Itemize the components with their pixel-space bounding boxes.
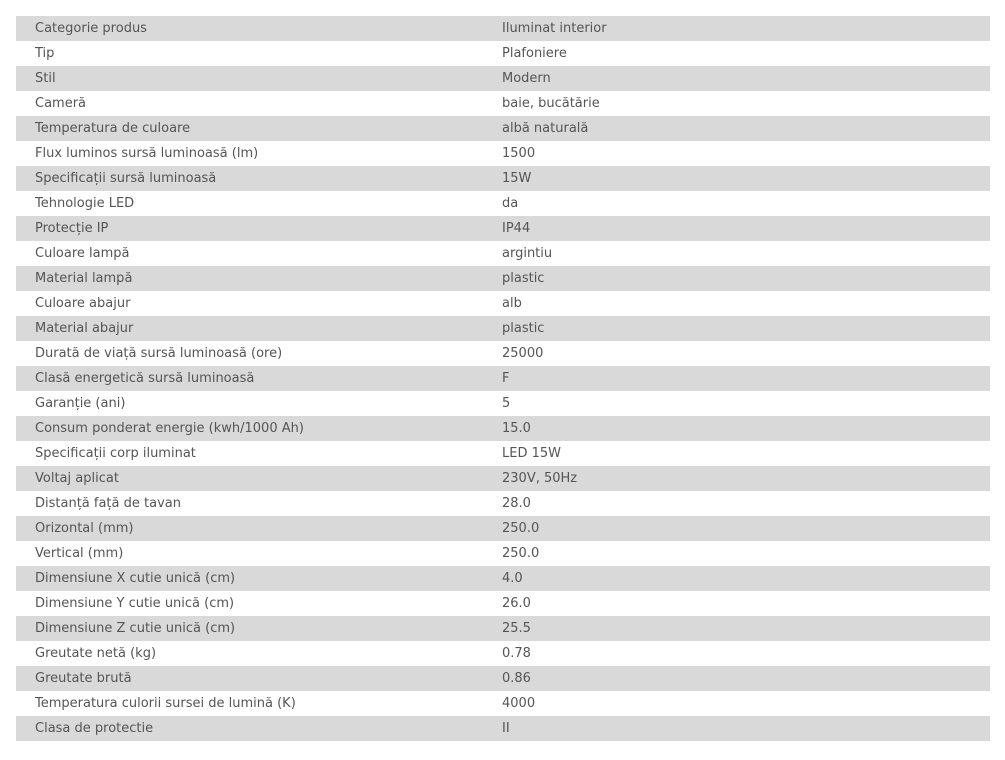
spec-row <box>16 91 990 116</box>
spec-value: 26.0 <box>502 591 990 616</box>
spec-label: Culoare lampă <box>16 241 502 266</box>
spec-value: 5 <box>502 391 990 416</box>
spec-label: Material lampă <box>16 266 502 291</box>
spec-value: argintiu <box>502 241 990 266</box>
spec-value: 1500 <box>502 141 990 166</box>
spec-label: Material abajur <box>16 316 502 341</box>
spec-value: 0.86 <box>502 666 990 691</box>
spec-label: Tehnologie LED <box>16 191 502 216</box>
spec-label: Cameră <box>16 91 502 116</box>
spec-value: plastic <box>502 266 990 291</box>
spec-label: Greutate netă (kg) <box>16 641 502 666</box>
spec-label: Categorie produs <box>16 16 502 41</box>
spec-value: 15.0 <box>502 416 990 441</box>
spec-row <box>16 316 990 341</box>
spec-row <box>16 66 990 91</box>
spec-label: Dimensiune Y cutie unică (cm) <box>16 591 502 616</box>
spec-label: Clasa de protectie <box>16 716 502 741</box>
spec-label: Garanție (ani) <box>16 391 502 416</box>
spec-value: II <box>502 716 990 741</box>
spec-row <box>16 116 990 141</box>
spec-row <box>16 191 990 216</box>
spec-value: 0.78 <box>502 641 990 666</box>
spec-row <box>16 466 990 491</box>
spec-value: baie, bucătărie <box>502 91 990 116</box>
spec-label: Temperatura de culoare <box>16 116 502 141</box>
spec-row <box>16 216 990 241</box>
spec-label: Consum ponderat energie (kwh/1000 Ah) <box>16 416 502 441</box>
spec-value: F <box>502 366 990 391</box>
spec-label: Specificații corp iluminat <box>16 441 502 466</box>
spec-row <box>16 241 990 266</box>
spec-row <box>16 566 990 591</box>
spec-row <box>16 341 990 366</box>
spec-table-body <box>16 16 990 741</box>
spec-value: 28.0 <box>502 491 990 516</box>
spec-row <box>16 591 990 616</box>
spec-label: Culoare abajur <box>16 291 502 316</box>
spec-value: da <box>502 191 990 216</box>
spec-row <box>16 391 990 416</box>
spec-row <box>16 491 990 516</box>
spec-label: Voltaj aplicat <box>16 466 502 491</box>
spec-label: Protecție IP <box>16 216 502 241</box>
spec-value: 4000 <box>502 691 990 716</box>
spec-label: Specificații sursă luminoasă <box>16 166 502 191</box>
spec-row <box>16 266 990 291</box>
spec-row <box>16 541 990 566</box>
spec-value: alb <box>502 291 990 316</box>
spec-row <box>16 416 990 441</box>
spec-label: Distanță față de tavan <box>16 491 502 516</box>
spec-row <box>16 691 990 716</box>
spec-value: 250.0 <box>502 541 990 566</box>
spec-label: Stil <box>16 66 502 91</box>
spec-row <box>16 516 990 541</box>
spec-row <box>16 41 990 66</box>
spec-value: albă naturală <box>502 116 990 141</box>
spec-table <box>16 16 990 741</box>
spec-value: Modern <box>502 66 990 91</box>
spec-value: 250.0 <box>502 516 990 541</box>
spec-row <box>16 16 990 41</box>
spec-value: 15W <box>502 166 990 191</box>
spec-label: Dimensiune Z cutie unică (cm) <box>16 616 502 641</box>
spec-value: IP44 <box>502 216 990 241</box>
spec-row <box>16 141 990 166</box>
spec-label: Dimensiune X cutie unică (cm) <box>16 566 502 591</box>
spec-value: Plafoniere <box>502 41 990 66</box>
spec-row <box>16 366 990 391</box>
spec-value: 25000 <box>502 341 990 366</box>
spec-label: Orizontal (mm) <box>16 516 502 541</box>
spec-value: plastic <box>502 316 990 341</box>
spec-label: Flux luminos sursă luminoasă (lm) <box>16 141 502 166</box>
spec-label: Vertical (mm) <box>16 541 502 566</box>
spec-value: Iluminat interior <box>502 16 990 41</box>
spec-row <box>16 641 990 666</box>
spec-value: 4.0 <box>502 566 990 591</box>
spec-row <box>16 166 990 191</box>
spec-row <box>16 716 990 741</box>
spec-row <box>16 616 990 641</box>
spec-label: Durată de viață sursă luminoasă (ore) <box>16 341 502 366</box>
spec-label: Temperatura culorii sursei de lumină (K) <box>16 691 502 716</box>
spec-value: 25.5 <box>502 616 990 641</box>
spec-row <box>16 441 990 466</box>
spec-row <box>16 291 990 316</box>
spec-label: Tip <box>16 41 502 66</box>
spec-value: 230V, 50Hz <box>502 466 990 491</box>
spec-value: LED 15W <box>502 441 990 466</box>
spec-label: Greutate brută <box>16 666 502 691</box>
spec-label: Clasă energetică sursă luminoasă <box>16 366 502 391</box>
spec-row <box>16 666 990 691</box>
